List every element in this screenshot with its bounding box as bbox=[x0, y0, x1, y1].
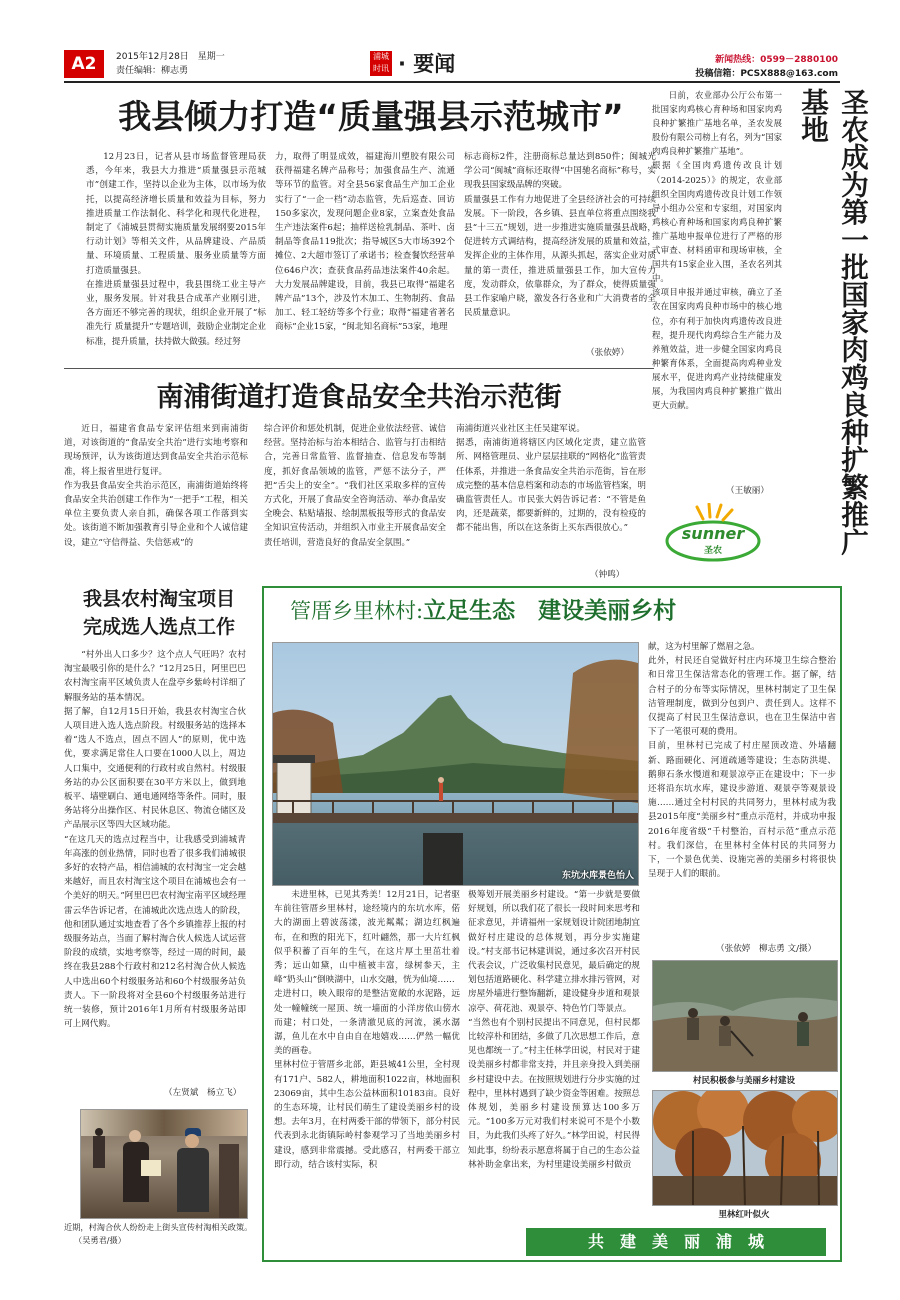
feature-column-1: 未进里林，已见其秀美！12月21日，记者驱车前往管厝乡里林村，途经境内的东坑水库，偌大的湖面上碧波荡漾，波光粼粼；湖边红枫遍布，在和煦的阳光下，红叶翩然，那一大片红枫似乎积蓄了百年的生气，在这片厚土里茁壮着秀；远山如黛，山中植被丰富，绿树参天，主峰“奶头山”倒映湖中，山水交融，恍为仙境…… 走进村口，映入眼帘的是整洁宽敞的水泥路，远处一幢幢统一屋顶、统一墙面的小洋房依山傍水而建；村口处，一条清澈见底的河流，溪水潺潺，鱼儿在水中自由自在地嬉戏……俨然一幅优美的画卷。 里林村位于管厝乡北部，距县城41公里，全村现有171户、582人，耕地面积1022亩，林地面积23069亩，其中生态公益林面积10183亩。良好的生态环境，让村民们萌生了建设美丽乡村的设想。去年3月，在村两委干部的带领下，部分村民代表到永北街镇际岭村参观学习了当地美丽乡村建设，感到非常震撼。受此感召，村两委干部立即行动，结合该村实际，积 bbox=[274, 890, 460, 1170]
sidebar-body: 日前，农业部办公厅公布第一批国家肉鸡核心育种场和国家肉鸡良种扩繁推广基地名单，圣农发展股份有限公司榜上有名，列为“国家肉鸡良种扩繁推广基地”。 根据《全国肉鸡遗传改良计划（2014-2025）》的规定，农业部组织全国肉鸡遗传改良计划工作领导小组办公室和专家组，对国家肉鸡核心育种场和国家肉鸡良种扩繁推广基地申报单位进行了严格的形式审查、材料函审和现场审核，全国共有15家企业入围，圣农名列其中。 该项目申报并通过审核，确立了圣农在国家肉鸡良种市场中的核心地位，亦有利于加快肉鸡遗传改良进程，提升现代肉鸡综合生产能力及养殖效益，进一步健全国家肉鸡良种繁育体系，全面提高肉鸡种业发展水平，促进肉鸡产业持续健康发展，为我国肉鸡良种扩繁推广做出更大贡献。 bbox=[652, 90, 782, 411]
article2-column-3: 南浦街道兴业社区主任吴建军说。 据悉，南浦街道将辖区内区域化定责，建立监管所、网格管理员、业户层层挂联的“网格化”监管责任体系，并推进一条食品安全共治示范街，旨在形成完整的基本信息档案和动态的市场监管档案，明确监管责任人。市民张大妈告诉记者：“不管是鱼肉，还是蔬菜，都要新鲜的，过期的，没有检疫的都不能出售，所以在这条街上买东西很放心。” bbox=[456, 424, 646, 534]
page-code-badge: A2 bbox=[64, 50, 104, 78]
sunner-logo-cn: 圣农 bbox=[703, 546, 722, 556]
taobao-photo-caption-text: 近期，村淘合伙人纷纷走上街头宣传村淘相关政策。 bbox=[64, 1222, 253, 1232]
article2-headline: 南浦街道打造食品安全共治示范街 bbox=[156, 382, 562, 413]
article-rural-taobao bbox=[64, 590, 254, 1260]
red-leaves-scene bbox=[653, 1091, 837, 1205]
sidebar-sunner bbox=[652, 88, 868, 588]
article-quality-county bbox=[86, 90, 656, 365]
article2-byline: （钟鸣） bbox=[590, 570, 625, 580]
red-leaves-photo bbox=[652, 1090, 838, 1206]
reservoir-photo bbox=[272, 642, 639, 886]
article3-byline: （左贤斌 杨立飞） bbox=[164, 1088, 242, 1098]
feature-column-2: 极筹划开展美丽乡村建设。“第一步就是要做好规划，所以我们花了很长一段时间来思考和征求意见，并请福州一家规划设计院团地制宜做好村庄建设的总体规划，再分步实施建设。”村支部书记林建训说，通过多次召开村民代表会议，广泛收集村民意见，最后确定的规划包括道路硬化、科学建立排水排污管网，对房屋外墙进行整饰翻新，建设健身步道和观景凉亭、荷花池、观景亭、特色竹门等景点。 “当然也有个别村民提出不同意见，但村民都比较淳朴和团结，多做了几次思想工作后，意见也都统一了。”村主任林学田说，村民对于建设美丽乡村都非常支持，并且亲身投入到美丽乡村建设中去。在按照规划进行分步实施的过程中，里林村遇到了缺少资金等困难。按照总体规划，美丽乡村建设预算达100多万元。“100多万元对我们村来说可不是个小数目，为此我们头疼了好久。”林学田说，村民得知此事，纷纷表示愿意将属于自己的生态公益林补助金拿出来，为村里建设美丽乡村做贡 bbox=[468, 890, 640, 1170]
sunner-logo bbox=[664, 503, 762, 563]
sunner-logo-text: sunner bbox=[681, 524, 745, 543]
villagers-photo bbox=[652, 960, 838, 1072]
taobao-photo-caption bbox=[64, 1221, 254, 1247]
reservoir-scene bbox=[273, 643, 638, 885]
article2-column-1: 近日，福建省食品专家评估组来到南浦街道，对该街道的“食品安全共治”进行实地考察和现场预评，认为该街道达到食品安全共治示范标准，将上报省里进行复评。 作为我县食品安全共治示范区，南浦街道始终将食品安全共治创建工作作为“一把手”工程，相关单位主要负责人亲自抓，确保各项工作落到实处。该街道不断加强教育引导企业和个人诚信建设，建立“守信得益、失信惩戒”的 bbox=[64, 424, 248, 548]
article3-headline-line-1: 我县农村淘宝项目 bbox=[82, 588, 235, 610]
feature-headline-colon: : bbox=[416, 599, 424, 623]
feature-headline-place: 管厝乡里林村 bbox=[290, 599, 416, 623]
brand-box: 浦城时讯 bbox=[370, 51, 392, 76]
taobao-street-photo bbox=[80, 1109, 248, 1219]
header-rule bbox=[64, 81, 840, 83]
feature-byline: （张依婷 柳志勇 文/摄） bbox=[716, 944, 817, 954]
page-header bbox=[64, 48, 840, 80]
article1-column-3: 标志商标2件，注册商标总量达到850件；闽城光学公司“闽城”商标还取得“中国驰名商标”称号，实现我县国家级品牌的突破。 质量强县工作有力地促进了全县经济社会的可持续发展。下一阶段，各乡镇、县直单位将重点围绕我县“十三五”规划，进一步推进实施质量强县战略，促进转方式调结构，提高经济发展的质量和效益，发挥企业的主体作用，从源头抓起，落实企业对质量的第一责任，推进质量强县工作，加大宣传力度，发动群众，依靠群众，为了群众，使得质量强县工作家喻户晓，激发各行各业和广大消费者的全民质量意识。 bbox=[464, 152, 656, 319]
article1-column-2: 力，取得了明显成效，福建海川塑胶有限公司获得福建名牌产品称号；加强食品生产、流通等环节的监管。对全县56家食品生产加工企业实行了“一企一档”动态监管，先后巡查、回访150多家次，发现问题企业8家，立案查处食品生产违法案件6起；抽样送检乳制品、茶叶、卤制品等食品119批次；指导城区5大市场392个摊位、2大超市签订了承诺书；检查餐饮经营单位646户次；查获食品药品违法案件40余起。大力发展品牌建设，目前，我县已取得“福建名牌产品”13个，涉及竹木加工、生物制药、食品加工、轻工轻纺等多个行业；取得“福建省著名商标”企业15家，“闽北知名商标”53家，地理 bbox=[275, 152, 455, 333]
feature-headline-title: 立足生态 建设美丽乡村 bbox=[423, 597, 677, 624]
sidebar-headline-box bbox=[792, 88, 868, 568]
reservoir-photo-caption: 东坑水库景色怡人 bbox=[562, 871, 635, 881]
article1-byline: （张依婷） bbox=[586, 348, 629, 358]
article1-headline: 我县倾力打造“质量强县示范城市” bbox=[118, 97, 624, 136]
feature-headline bbox=[290, 592, 830, 630]
divider bbox=[64, 368, 654, 369]
sidebar-byline: （王敏丽） bbox=[726, 486, 769, 496]
feature-column-3: 献，这为村里解了燃眉之急。 此外，村民还自觉做好村庄内环境卫生综合整治和日常卫生保洁常态化的管理工作。据了解，结合村子的分布等实际情况，里林村制定了卫生保洁管理制度，做到分包到户、责任到人。这样不仅提高了村民卫生保洁意识，也在卫生保洁中省下了一笔很可观的费用。 目前，里林村已完成了村庄屋顶改造、外墙翻新、路面硬化、河道疏通等建设；生态防洪堤、鹅卵石条水慢道和观景凉亭正在建设中；下一步还将沿东坑水库，建设步游道、观景亭等观景设施……通过全村村民的共同努力，里林村成为我县2015年度“美丽乡村”重点示范村，并成功申报2016年度省级“千村整治，百村示范”重点示范村。我们深信，在里林村全体村民的共同努力下，一个景色优美、设施完善的美丽乡村将很快呈现于人们的眼前。 bbox=[648, 642, 836, 880]
article3-headline-line-2: 完成选人选点工作 bbox=[82, 616, 235, 638]
article1-column-1: 12月23日，记者从县市场监督管理局获悉，今年来，我县大力推进“质量强县示范城市”创建工作，坚持以企业为主体，以市场为依托，以提高经济增长质量和效益为目标，努力推进质量工作法制化、科学化和现代化进程，制定了《浦城县贯彻实施质量发展纲要2015年行动计划》等相关文件，从品牌建设、产品质量、环境质量、工程质量、服务业质量等方面打造质量强县。 在推进质量强县过程中，我县围绕工业主导产业，服务发展。针对我县合成革产业刚引进，各方面还不够完善的现状，组织企业开展了“标准先行 质量提升”专题培训，鼓励企业制定企业标准，提升质量，扶持做大做强。经过努 bbox=[86, 152, 266, 347]
article3-body: “村外出人口多少？这个点人气旺吗？农村淘宝最吸引你的是什么？”12月25日，阿里巴巴农村淘宝南平区域负责人在盘亭乡紫岭村详细了解服务站的基本情况。 据了解，自12月15日开始，我县农村淘宝合伙人项目进入选人选点阶段。村级服务站的选择本着“选人不选点，固点不固人”的原则，优中选优，要求满足常住人口要在1000人以上，周边人口集中，交通便利的行政村或自然村。村级服务站的办公区面积要在30平方米以上，做到地板平、墙壁刷白、通电通网络等条件。同时，服务站将分出操作区、村民休息区、物流仓储区及产品展示区等四大区域功能。 “在这几天的选点过程当中，让我感受到浦城青年高涨的创业热情，同时也看了很多我们浦城很多好的农特产品，相信浦城的农村淘宝一定会越来越好，而且农村淘宝这个项目在浦城也会有一个美好的明天。”阿里巴巴农村淘宝南平区域经理雷云华告诉记者，在浦城此次选点选人的阶段，他和团队通过实地查看了各个乡镇推荐上报的村级服务站点，当面了解村淘合伙人候选人试运营阶段的成绩，实地考察等，经过一周的时间，最终在我县288个行政村和212名村淘合伙人候选人中选出60个村级服务站和60个村级服务站负责人。下一阶段将对全县60个村级服务站进行统一装修，预计2016年1月所有村级服务站即可上网代购。 bbox=[64, 650, 246, 1030]
article-food-safety-street bbox=[64, 372, 654, 590]
issue-date: 2015年12月28日 星期一 bbox=[116, 52, 225, 62]
taobao-photo-credit: （吴勇君/摄） bbox=[74, 1235, 126, 1245]
villagers-photo-caption: 村民积极参与美丽乡村建设 bbox=[692, 1076, 795, 1086]
submission-email: 投稿信箱：PCSX888@163.com bbox=[695, 69, 838, 79]
sidebar-headline: 圣农成为第一批国家肉鸡良种扩繁推广基地 bbox=[796, 88, 868, 556]
section-title: · 要闻 bbox=[398, 52, 456, 76]
news-hotline: 新闻热线：0599－2880100 bbox=[715, 55, 838, 65]
villagers-scene bbox=[653, 961, 837, 1071]
feature-banner: 共 建 美 丽 浦 城 bbox=[526, 1228, 826, 1256]
red-leaves-photo-caption: 里林红叶似火 bbox=[718, 1210, 770, 1220]
feature-lilin-village bbox=[262, 586, 842, 1262]
responsible-editor: 责任编辑：柳志勇 bbox=[116, 66, 189, 76]
article2-column-2: 综合评价和惩处机制，促进企业依法经营、诚信经营。坚持治标与治本相结合、监管与打击相结合，完善日常监管、监督抽查、信息发布等制度，抓好食品领域的监管，严惩不法分子，严把“舌尖上的安全”。“我们社区采取多样的宣传方式化，开展了食品安全咨询活动、举办食品安全晚会、粘贴墙报、绘制黑板报等形式的食品安全知识宣传活动，并组织入市业主开展食品安全责任培训，营造良好的食品安全氛围。” bbox=[264, 424, 446, 548]
